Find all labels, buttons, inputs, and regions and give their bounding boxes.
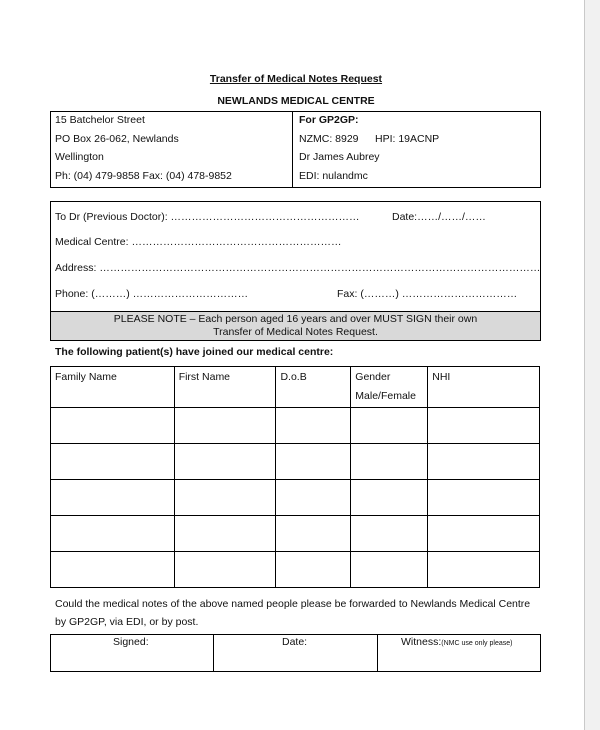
col-first-name: First Name <box>174 367 276 408</box>
col-gender <box>351 367 428 408</box>
col-gender-options: Male/Female <box>355 390 416 402</box>
table-cell[interactable] <box>276 552 351 588</box>
table-row <box>51 552 540 588</box>
table-cell[interactable] <box>428 444 540 480</box>
table-cell[interactable] <box>351 408 428 444</box>
table-header-row <box>51 367 540 408</box>
table-row <box>51 408 540 444</box>
footer-line-2: by GP2GP, via EDI, or by post. <box>55 616 199 628</box>
table-cell[interactable] <box>276 444 351 480</box>
table-cell[interactable] <box>428 480 540 516</box>
table-cell[interactable] <box>174 516 276 552</box>
patients-table <box>50 366 540 588</box>
col-family-name: Family Name <box>51 367 175 408</box>
edi-code: EDI: nulandmc <box>299 170 368 182</box>
table-cell[interactable] <box>174 444 276 480</box>
hpi-number: HPI: 19ACNP <box>375 133 440 145</box>
table-cell[interactable] <box>174 480 276 516</box>
table-cell[interactable] <box>351 444 428 480</box>
nzmc-number: NZMC: 8929 <box>299 133 359 145</box>
col-nhi: NHI <box>428 367 540 408</box>
phone-field[interactable]: Phone: (………) …………………………… <box>55 288 249 300</box>
medical-centre-field[interactable]: Medical Centre: …………………………………………………… <box>55 236 342 248</box>
address-line-3: Wellington <box>55 151 104 163</box>
signature-divider-2 <box>377 635 378 671</box>
previous-doctor-field[interactable]: To Dr (Previous Doctor): ……………………………………………… <box>55 211 360 223</box>
table-cell[interactable] <box>51 408 175 444</box>
patients-heading: The following patient(s) have joined our medical centre: <box>55 346 334 358</box>
table-cell[interactable] <box>276 480 351 516</box>
table-cell[interactable] <box>428 516 540 552</box>
col-gender-label: Gender <box>355 371 391 383</box>
witness-field[interactable] <box>401 636 512 648</box>
witness-note: (NMC use only please) <box>441 640 513 647</box>
doctor-name: Dr James Aubrey <box>299 151 380 163</box>
gp2gp-heading: For GP2GP: <box>299 114 359 126</box>
signature-date-field[interactable]: Date: <box>282 636 308 648</box>
table-cell[interactable] <box>174 552 276 588</box>
address-line-1: 15 Batchelor Street <box>55 114 145 126</box>
phone-fax-line: Ph: (04) 479-9858 Fax: (04) 478-9852 <box>55 170 232 182</box>
document-title: Transfer of Medical Notes Request <box>209 73 383 85</box>
note-line-1: PLEASE NOTE – Each person aged 16 years and over MUST SIGN their own <box>113 313 478 325</box>
table-row <box>51 480 540 516</box>
table-cell[interactable] <box>428 408 540 444</box>
table-cell[interactable] <box>51 516 175 552</box>
request-date-field[interactable]: Date:……/……/…… <box>392 211 486 223</box>
centre-name: NEWLANDS MEDICAL CENTRE <box>217 95 375 107</box>
footer-line-1: Could the medical notes of the above named people please be forwarded to Newlands Medical Centre <box>55 598 531 610</box>
table-cell[interactable] <box>51 552 175 588</box>
address-field[interactable]: Address: ……………………………………………………………………………………………………………… <box>55 262 541 274</box>
table-cell[interactable] <box>174 408 276 444</box>
table-cell[interactable] <box>351 480 428 516</box>
table-cell[interactable] <box>276 516 351 552</box>
signature-divider-1 <box>213 635 214 671</box>
address-line-2: PO Box 26-062, Newlands <box>55 133 179 145</box>
signed-field[interactable]: Signed: <box>113 636 149 648</box>
table-cell[interactable] <box>428 552 540 588</box>
table-cell[interactable] <box>351 516 428 552</box>
table-row <box>51 516 540 552</box>
table-cell[interactable] <box>51 444 175 480</box>
table-row <box>51 444 540 480</box>
table-cell[interactable] <box>351 552 428 588</box>
note-line-2: Transfer of Medical Notes Request. <box>213 326 378 338</box>
table-cell[interactable] <box>51 480 175 516</box>
table-cell[interactable] <box>276 408 351 444</box>
fax-field[interactable]: Fax: (………) …………………………… <box>337 288 518 300</box>
witness-label: Witness: <box>401 636 442 648</box>
contact-divider <box>292 112 293 187</box>
scrollbar[interactable] <box>588 0 600 730</box>
col-dob: D.o.B <box>276 367 351 408</box>
